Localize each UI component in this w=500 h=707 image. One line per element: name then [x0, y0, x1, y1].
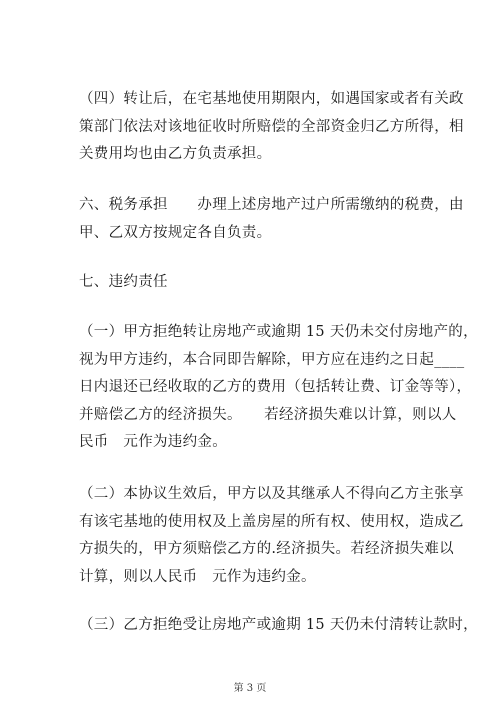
breach-clause-3-paragraph — [79, 612, 478, 640]
text-line: （二）本协议生效后，甲方以及其继承人不得向乙方主张享 — [79, 486, 464, 502]
text-line: 有该宅基地的使用权及上盖房屋的所有权、使用权，造成乙 — [79, 513, 464, 530]
text-line: 策部门依法对该地征收时所赔偿的全部资金归乙方所得，相 — [79, 118, 464, 135]
breach-clause-1-paragraph — [79, 319, 478, 457]
text-line: 视为甲方违约，本合同即告解除，甲方应在违约之日起____ — [79, 351, 465, 368]
text-line: 民币 元作为违约金。 — [79, 434, 227, 450]
tax-section-paragraph — [79, 192, 464, 247]
text-line: 六、税务承担 办理上述房地产过户所需缴纳的税费，由 — [79, 197, 464, 213]
breach-section-heading — [79, 269, 435, 297]
text-line: （一）甲方拒绝转让房地产或逾期 15 天仍未交付房地产的， — [79, 324, 478, 340]
section-heading: 七、违约责任 — [79, 274, 168, 290]
text-line: 方损失的，甲方须赔偿乙方的.经济损失。若经济损失难以 — [79, 541, 454, 557]
text-line: 日内退还已经收取的乙方的费用（包括转让费、订金等等）， — [79, 379, 472, 395]
text-line: 计算，则以人民币 元作为违约金。 — [79, 568, 316, 585]
text-line: 甲、乙双方按规定各自负责。 — [79, 224, 272, 241]
text-line: （三）乙方拒绝受让房地产或逾期 15 天仍未付清转让款时， — [79, 617, 478, 633]
page-number: 第 3 页 — [233, 683, 267, 694]
text-line: 并赔偿乙方的经济损失。 若经济损失难以计算，则以人 — [79, 406, 457, 423]
breach-clause-2-paragraph — [79, 481, 464, 591]
text-line: （四）转让后，在宅基地使用期限内，如遇国家或者有关政 — [79, 91, 464, 107]
clause-4-paragraph — [79, 86, 464, 169]
text-line: 关费用均也由乙方负责承担。 — [79, 146, 272, 162]
